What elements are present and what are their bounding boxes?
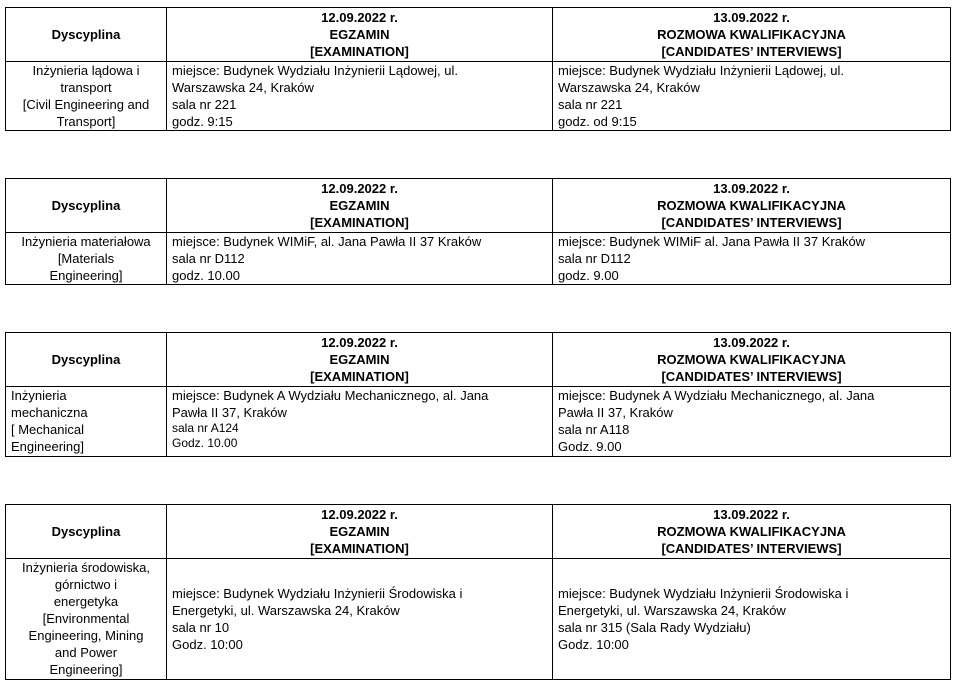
interview-place-cont: Pawła II 37, Kraków (558, 405, 673, 420)
interview-cell (553, 62, 951, 131)
exam-title-en: [EXAMINATION] (310, 541, 409, 556)
discipline-cell (6, 62, 167, 131)
interview-date: 13.09.2022 r. (713, 335, 790, 350)
discipline-line: Inżynieria (11, 388, 67, 403)
interview-title-en: [CANDIDATES’ INTERVIEWS] (661, 44, 842, 59)
exam-header (167, 333, 553, 387)
discipline-line: Engineering, Mining (28, 628, 144, 643)
interview-title-en: [CANDIDATES’ INTERVIEWS] (661, 369, 842, 384)
interview-room: sala nr 315 (Sala Rady Wydziału) (558, 620, 751, 635)
discipline-line: Engineering] (11, 439, 84, 454)
interview-place: miejsce: Budynek A Wydziału Mechanicznego, al. Jana (558, 388, 875, 403)
exam-place: miejsce: Budynek WIMiF, al. Jana Pawła II 37 Kraków (172, 234, 482, 249)
exam-place: miejsce: Budynek Wydziału Inżynierii Lądowej, ul. (172, 63, 459, 78)
interview-time: godz. od 9:15 (558, 114, 637, 129)
exam-place-cont: Warszawska 24, Kraków (172, 80, 314, 95)
exam-place: miejsce: Budynek A Wydziału Mechanicznego, al. Jana (172, 388, 489, 403)
discipline-header: Dyscyplina (6, 179, 167, 233)
table-row (6, 62, 951, 131)
discipline-line: Engineering] (49, 268, 123, 283)
exam-room: sala nr 221 (172, 97, 237, 112)
interview-title: ROZMOWA KWALIFIKACYJNA (657, 352, 846, 367)
discipline-header: Dyscyplina (6, 505, 167, 559)
exam-cell (167, 62, 553, 131)
exam-date: 12.09.2022 r. (321, 507, 398, 522)
discipline-line: Inżynieria lądowa i (32, 63, 140, 78)
interview-place-cont: Energetyki, ul. Warszawska 24, Kraków (558, 603, 786, 618)
discipline-line: energetyka (53, 594, 119, 609)
interview-header (553, 333, 951, 387)
exam-title: EGZAMIN (329, 524, 390, 539)
exam-room: sala nr 10 (172, 620, 230, 635)
interview-room: sala nr D112 (558, 251, 631, 266)
exam-header (167, 179, 553, 233)
table-header-row (6, 505, 951, 559)
discipline-line: [Materials (57, 251, 115, 266)
discipline-line: transport (60, 80, 112, 95)
interview-place: miejsce: Budynek WIMiF al. Jana Pawła II 37 Kraków (558, 234, 866, 249)
schedule-table-environmental (5, 504, 951, 680)
interview-time: Godz. 9.00 (558, 439, 622, 454)
discipline-header: Dyscyplina (6, 333, 167, 387)
interview-title: ROZMOWA KWALIFIKACYJNA (657, 198, 846, 213)
exam-cell (167, 233, 553, 285)
interview-title: ROZMOWA KWALIFIKACYJNA (657, 524, 846, 539)
interview-cell (553, 233, 951, 285)
interview-place-cont: Warszawska 24, Kraków (558, 80, 700, 95)
interview-date: 13.09.2022 r. (713, 507, 790, 522)
exam-time: Godz. 10:00 (172, 637, 243, 652)
discipline-line: [Environmental (42, 611, 130, 626)
table-header-row (6, 8, 951, 62)
schedule-table-materials (5, 178, 951, 285)
exam-place: miejsce: Budynek Wydziału Inżynierii Środowiska i (172, 586, 463, 601)
exam-header (167, 8, 553, 62)
table-row (6, 559, 951, 680)
discipline-line: Inżynieria środowiska, (22, 560, 150, 575)
exam-date: 12.09.2022 r. (321, 10, 398, 25)
interview-header (553, 505, 951, 559)
schedule-table-mechanical (5, 332, 951, 457)
table-row (6, 233, 951, 285)
interview-title-en: [CANDIDATES’ INTERVIEWS] (661, 215, 842, 230)
interview-room: sala nr 221 (558, 97, 623, 112)
exam-room: sala nr A124 (172, 421, 239, 435)
table-header-row (6, 179, 951, 233)
discipline-line: Engineering] (49, 662, 123, 677)
interview-header (553, 8, 951, 62)
discipline-cell (6, 559, 167, 680)
discipline-cell (6, 387, 167, 457)
interview-date: 13.09.2022 r. (713, 10, 790, 25)
exam-cell (167, 387, 553, 457)
interview-room: sala nr A118 (558, 422, 630, 437)
exam-time: godz. 10.00 (172, 268, 240, 283)
interview-time: godz. 9.00 (558, 268, 619, 283)
exam-title: EGZAMIN (329, 352, 390, 367)
discipline-line: Inżynieria materiałowa (21, 234, 151, 249)
discipline-cell (6, 233, 167, 285)
interview-title: ROZMOWA KWALIFIKACYJNA (657, 27, 846, 42)
discipline-line: górnictwo i (54, 577, 118, 592)
exam-date: 12.09.2022 r. (321, 335, 398, 350)
interview-header (553, 179, 951, 233)
exam-title-en: [EXAMINATION] (310, 44, 409, 59)
table-row (6, 387, 951, 457)
interview-place: miejsce: Budynek Wydziału Inżynierii Lądowej, ul. (558, 63, 845, 78)
exam-header (167, 505, 553, 559)
exam-title-en: [EXAMINATION] (310, 215, 409, 230)
exam-cell (167, 559, 553, 680)
interview-place: miejsce: Budynek Wydziału Inżynierii Środowiska i (558, 586, 849, 601)
schedule-table-civil (5, 7, 951, 131)
exam-title: EGZAMIN (329, 198, 390, 213)
discipline-header: Dyscyplina (6, 8, 167, 62)
exam-title-en: [EXAMINATION] (310, 369, 409, 384)
discipline-line: Transport] (56, 114, 116, 129)
exam-title: EGZAMIN (329, 27, 390, 42)
interview-title-en: [CANDIDATES’ INTERVIEWS] (661, 541, 842, 556)
interview-time: Godz. 10:00 (558, 637, 629, 652)
interview-cell (553, 559, 951, 680)
exam-date: 12.09.2022 r. (321, 181, 398, 196)
exam-room: sala nr D112 (172, 251, 245, 266)
interview-cell (553, 387, 951, 457)
discipline-line: [ Mechanical (11, 422, 84, 437)
exam-time: godz. 9:15 (172, 114, 233, 129)
discipline-line: and Power (54, 645, 118, 660)
exam-place-cont: Energetyki, ul. Warszawska 24, Kraków (172, 603, 400, 618)
discipline-line: [Civil Engineering and (22, 97, 150, 112)
discipline-line: mechaniczna (11, 405, 88, 420)
interview-date: 13.09.2022 r. (713, 181, 790, 196)
exam-place-cont: Pawła II 37, Kraków (172, 405, 287, 420)
exam-time: Godz. 10.00 (172, 436, 238, 450)
table-header-row (6, 333, 951, 387)
